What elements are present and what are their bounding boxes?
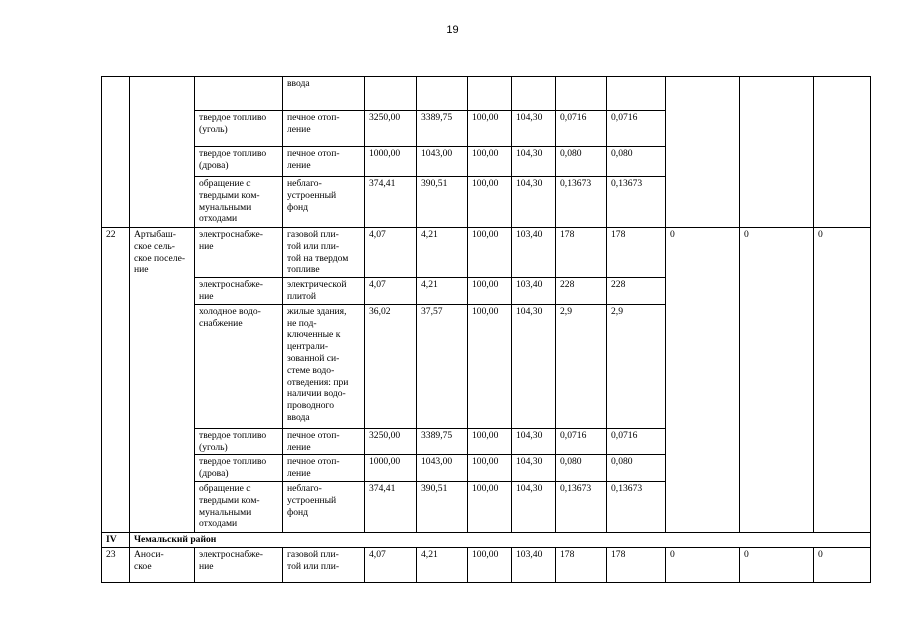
settlement-cell: Артыбаш- ское сель- ское поселе- ние	[130, 228, 195, 533]
value-cell: 100,00	[468, 481, 512, 532]
service-cell: обращение с твердыми ком- мунальными отходами	[195, 177, 283, 228]
housing-type-cell: жилые здания, не под- ключенные к централи- зованной си- стеме водо- отведения: при наличии водо- проводного ввода	[283, 304, 365, 428]
value-cell: 100,00	[468, 304, 512, 428]
value-cell: 228	[556, 278, 607, 305]
value-cell: 104,30	[512, 177, 556, 228]
value-cell: 178	[607, 228, 666, 278]
tariff-table	[101, 76, 871, 583]
value-cell: 104,30	[512, 428, 556, 455]
value-cell: 4,07	[365, 228, 417, 278]
settlement-cell: Аноси- ское	[130, 547, 195, 582]
value-cell: 104,30	[512, 147, 556, 177]
value-cell: 104,30	[512, 455, 556, 482]
value-cell: 0,080	[556, 455, 607, 482]
value-cell: 0,13673	[556, 481, 607, 532]
value-cell: 100,00	[468, 177, 512, 228]
housing-type-cell: неблаго- устроенный фонд	[283, 177, 365, 228]
value-cell: 2,9	[607, 304, 666, 428]
value-cell: 228	[607, 278, 666, 305]
value-cell: 1043,00	[417, 455, 468, 482]
value-cell: 103,40	[512, 278, 556, 305]
value-cell: 36,02	[365, 304, 417, 428]
service-cell: твердое топливо (уголь)	[195, 428, 283, 455]
value-cell: 0,0716	[607, 428, 666, 455]
value-cell: 3389,75	[417, 111, 468, 147]
value-cell: 100,00	[468, 111, 512, 147]
section-title: Чемальский район	[130, 532, 871, 547]
housing-type-cell: ввода	[283, 77, 365, 111]
service-cell	[195, 77, 283, 111]
value-cell: 374,41	[365, 177, 417, 228]
settlement-cell	[130, 77, 195, 228]
extra-cell	[814, 77, 871, 228]
service-cell: электроснабже- ние	[195, 547, 283, 582]
value-cell: 103,40	[512, 228, 556, 278]
value-cell: 100,00	[468, 228, 512, 278]
extra-cell: 0	[740, 228, 814, 533]
value-cell: 100,00	[468, 455, 512, 482]
value-cell: 3250,00	[365, 111, 417, 147]
housing-type-cell: неблаго- устроенный фонд	[283, 481, 365, 532]
section-row	[102, 532, 871, 547]
value-cell: 100,00	[468, 547, 512, 582]
value-cell: 0,0716	[556, 428, 607, 455]
value-cell: 390,51	[417, 177, 468, 228]
value-cell: 103,40	[512, 547, 556, 582]
housing-type-cell: печное отоп- ление	[283, 428, 365, 455]
value-cell: 1043,00	[417, 147, 468, 177]
housing-type-cell: газовой пли- той или пли- той на твердом топливе	[283, 228, 365, 278]
value-cell: 4,21	[417, 547, 468, 582]
service-cell: холодное водо- снабжение	[195, 304, 283, 428]
extra-cell: 0	[666, 547, 740, 582]
extra-cell: 0	[740, 547, 814, 582]
housing-type-cell: печное отоп- ление	[283, 111, 365, 147]
value-cell: 0,13673	[556, 177, 607, 228]
value-cell: 374,41	[365, 481, 417, 532]
value-cell: 104,30	[512, 481, 556, 532]
value-cell: 104,30	[512, 304, 556, 428]
number-cell: 22	[102, 228, 130, 533]
value-cell: 0,13673	[607, 177, 666, 228]
service-cell: твердое топливо (дрова)	[195, 455, 283, 482]
housing-type-cell: электрической плитой	[283, 278, 365, 305]
extra-cell	[666, 77, 740, 228]
extra-cell: 0	[814, 228, 871, 533]
service-cell: обращение с твердыми ком- мунальными отходами	[195, 481, 283, 532]
value-cell: 100,00	[468, 428, 512, 455]
value-cell: 0,0716	[556, 111, 607, 147]
service-cell: электроснабже- ние	[195, 278, 283, 305]
extra-cell: 0	[666, 228, 740, 533]
value-cell: 4,21	[417, 278, 468, 305]
value-cell: 0,080	[607, 147, 666, 177]
value-cell: 1000,00	[365, 147, 417, 177]
value-cell: 390,51	[417, 481, 468, 532]
value-cell: 178	[556, 228, 607, 278]
value-cell: 2,9	[556, 304, 607, 428]
service-cell: электроснабже- ние	[195, 228, 283, 278]
value-cell: 178	[556, 547, 607, 582]
table-row	[102, 547, 871, 582]
value-cell: 100,00	[468, 147, 512, 177]
number-cell: 23	[102, 547, 130, 582]
value-cell: 0,080	[556, 147, 607, 177]
housing-type-cell: печное отоп- ление	[283, 147, 365, 177]
service-cell: твердое топливо (уголь)	[195, 111, 283, 147]
value-cell: 0,0716	[607, 111, 666, 147]
number-cell	[102, 77, 130, 228]
value-cell: 4,07	[365, 547, 417, 582]
housing-type-cell: печное отоп- ление	[283, 455, 365, 482]
value-cell: 104,30	[512, 111, 556, 147]
value-cell: 0,13673	[607, 481, 666, 532]
extra-cell: 0	[814, 547, 871, 582]
section-number: IV	[102, 532, 130, 547]
service-cell: твердое топливо (дрова)	[195, 147, 283, 177]
table-row	[102, 77, 871, 111]
value-cell: 4,07	[365, 278, 417, 305]
housing-type-cell: газовой пли- той или пли-	[283, 547, 365, 582]
value-cell: 37,57	[417, 304, 468, 428]
value-cell: 178	[607, 547, 666, 582]
value-cell: 1000,00	[365, 455, 417, 482]
value-cell: 100,00	[468, 278, 512, 305]
extra-cell	[740, 77, 814, 228]
value-cell: 3389,75	[417, 428, 468, 455]
table-row	[102, 228, 871, 278]
value-cell: 3250,00	[365, 428, 417, 455]
value-cell: 4,21	[417, 228, 468, 278]
value-cell: 0,080	[607, 455, 666, 482]
page-number: 19	[446, 24, 459, 36]
